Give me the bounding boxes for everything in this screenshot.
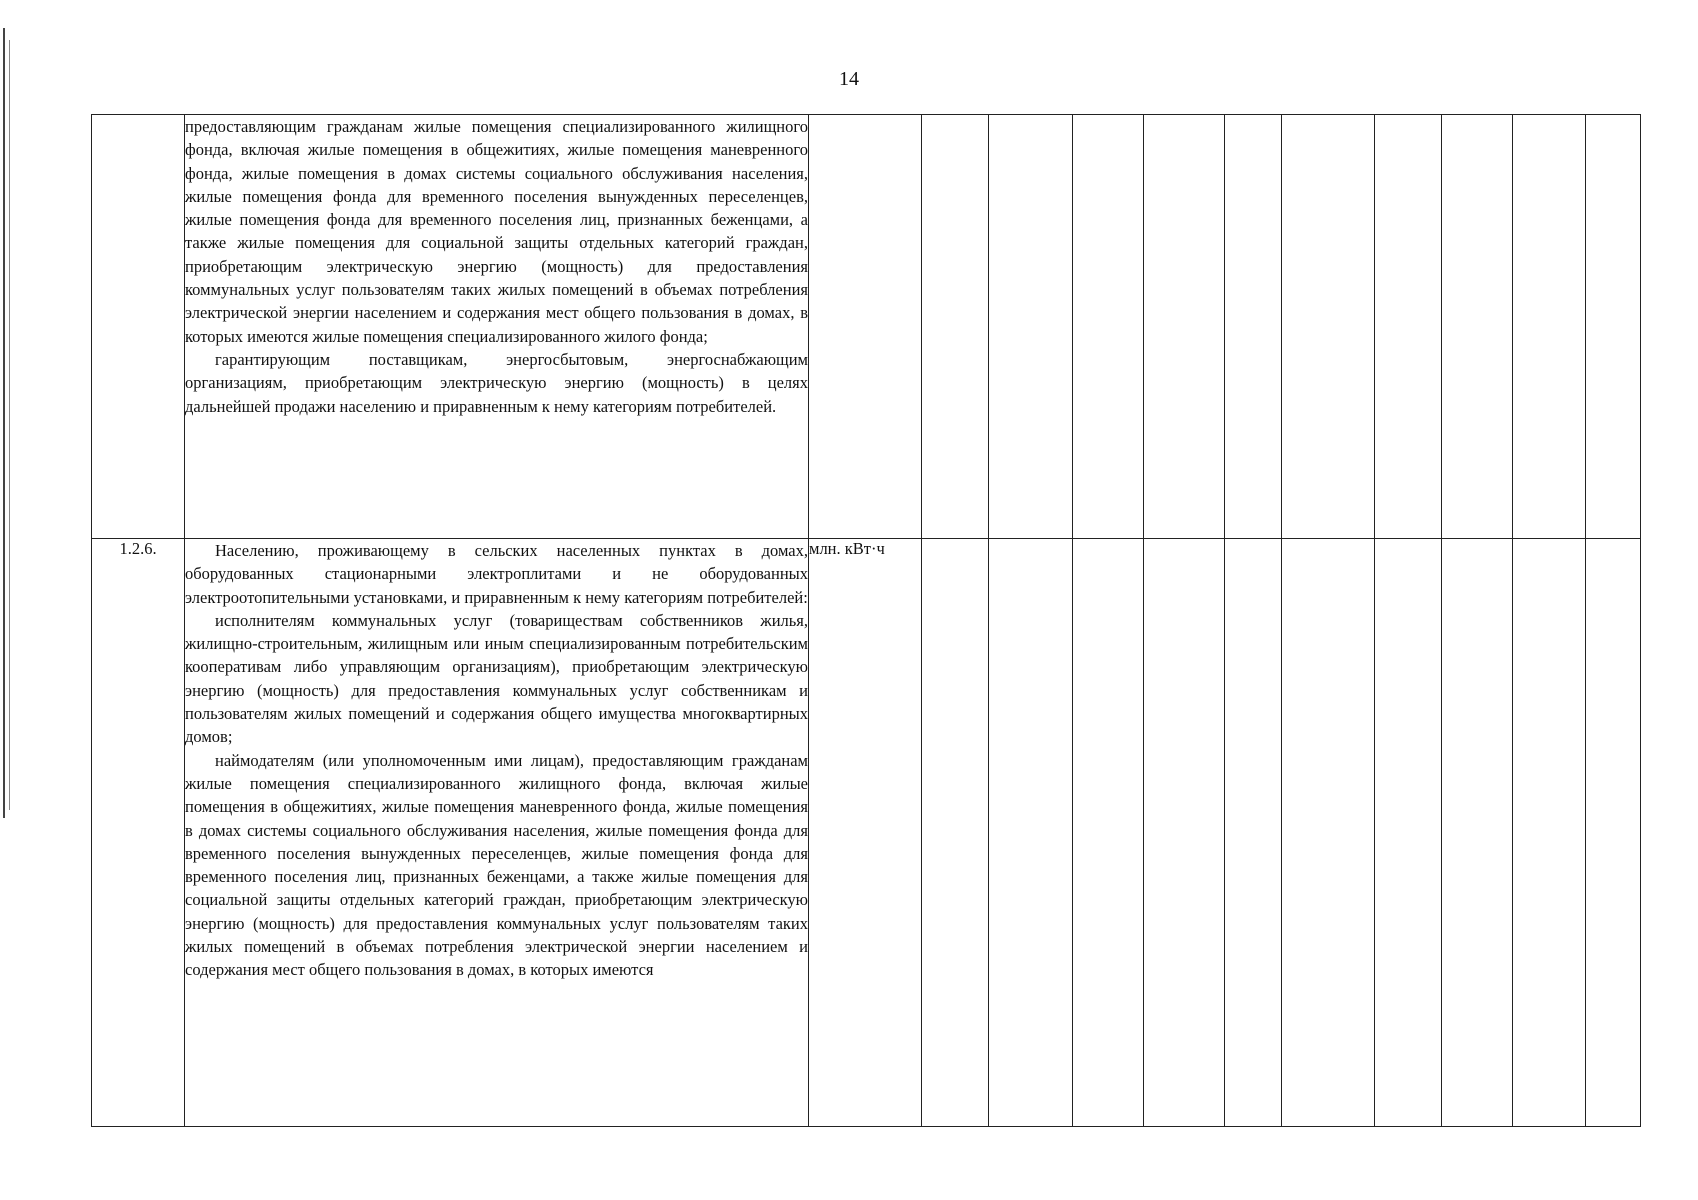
value-cell (1375, 115, 1442, 539)
page-number: 14 (839, 68, 859, 90)
description-paragraph: Населению, проживающему в сельских населенных пунктах в домах, оборудованных стационарными электроплитами и не оборудованных электроотопительными установками, и приравненным к нему категориям потребителей: (185, 541, 808, 607)
value-cell (1225, 539, 1282, 1127)
value-cell (989, 539, 1073, 1127)
row-number: 1.2.6. (92, 539, 185, 1127)
table-row (92, 115, 1641, 539)
value-cell (1586, 539, 1641, 1127)
tariff-table (91, 114, 1641, 1127)
value-cell (1513, 539, 1586, 1127)
value-cell (922, 539, 989, 1127)
scan-edge-line-secondary (9, 40, 10, 810)
row-description (185, 539, 809, 1127)
row-unit (809, 115, 922, 539)
value-cell (922, 115, 989, 539)
value-cell (989, 115, 1073, 539)
value-cell (1442, 539, 1513, 1127)
description-paragraph: гарантирующим поставщикам, энергосбытовым, энергоснабжающим организациям, приобретающим электрическую энергию (мощность) в целях дальнейшей продажи населению и приравненным к нему категориям потребителей. (185, 349, 808, 416)
value-cell (1513, 115, 1586, 539)
value-cell (1282, 539, 1375, 1127)
description-paragraph: наймодателям (или уполномоченным ими лицам), предоставляющим гражданам жилые помещения специализированного жилищного фонда, включая жилые помещения в общежитиях, жилые помещения маневренного фонда, жилые помещения в домах системы социального обслуживания населения, жилые помещения фонда для временного поселения вынужденных переселенцев, жилые помещения фонда для временного поселения лиц, признанных беженцами, а также жилые помещения для социальной защиты отдельных категорий граждан, приобретающим электрическую энергию (мощность) для предоставления коммунальных услуг пользователям таких жилых помещений в объемах потребления электрической энергии населением и содержания мест общего пользования в домах, в которых имеются (185, 750, 808, 980)
value-cell (1144, 539, 1225, 1127)
value-cell (1375, 539, 1442, 1127)
description-paragraph: предоставляющим гражданам жилые помещения специализированного жилищного фонда, включая жилые помещения в общежитиях, жилые помещения маневренного фонда, жилые помещения в домах системы социального обслуживания населения, жилые помещения фонда для временного поселения вынужденных переселенцев, жилые помещения фонда для временного поселения лиц, признанных беженцами, а также жилые помещения для социальной защиты отдельных категорий граждан, приобретающим электрическую энергию (мощность) для предоставления коммунальных услуг пользователям таких жилых помещений в объемах потребления электрической энергии населением и содержания мест общего пользования в домах, в которых имеются жилые помещения специализированного жилого фонда; (185, 117, 808, 346)
description-paragraph: исполнителям коммунальных услуг (товариществам собственников жилья, жилищно-строительным, жилищным или иным специализированным потребительским кооперативам либо управляющим организациям), приобретающим электрическую энергию (мощность) для предоставления коммунальных услуг собственникам и пользователям жилых помещений и содержания общего имущества многоквартирных домов; (185, 610, 808, 747)
value-cell (1225, 115, 1282, 539)
row-number (92, 115, 185, 539)
row-description (185, 115, 809, 539)
scan-edge-line (3, 28, 5, 818)
value-cell (1586, 115, 1641, 539)
value-cell (1144, 115, 1225, 539)
value-cell (1282, 115, 1375, 539)
value-cell (1073, 115, 1144, 539)
value-cell (1442, 115, 1513, 539)
table-row (92, 539, 1641, 1127)
value-cell (1073, 539, 1144, 1127)
row-unit: млн. кВт·ч (809, 539, 922, 1127)
